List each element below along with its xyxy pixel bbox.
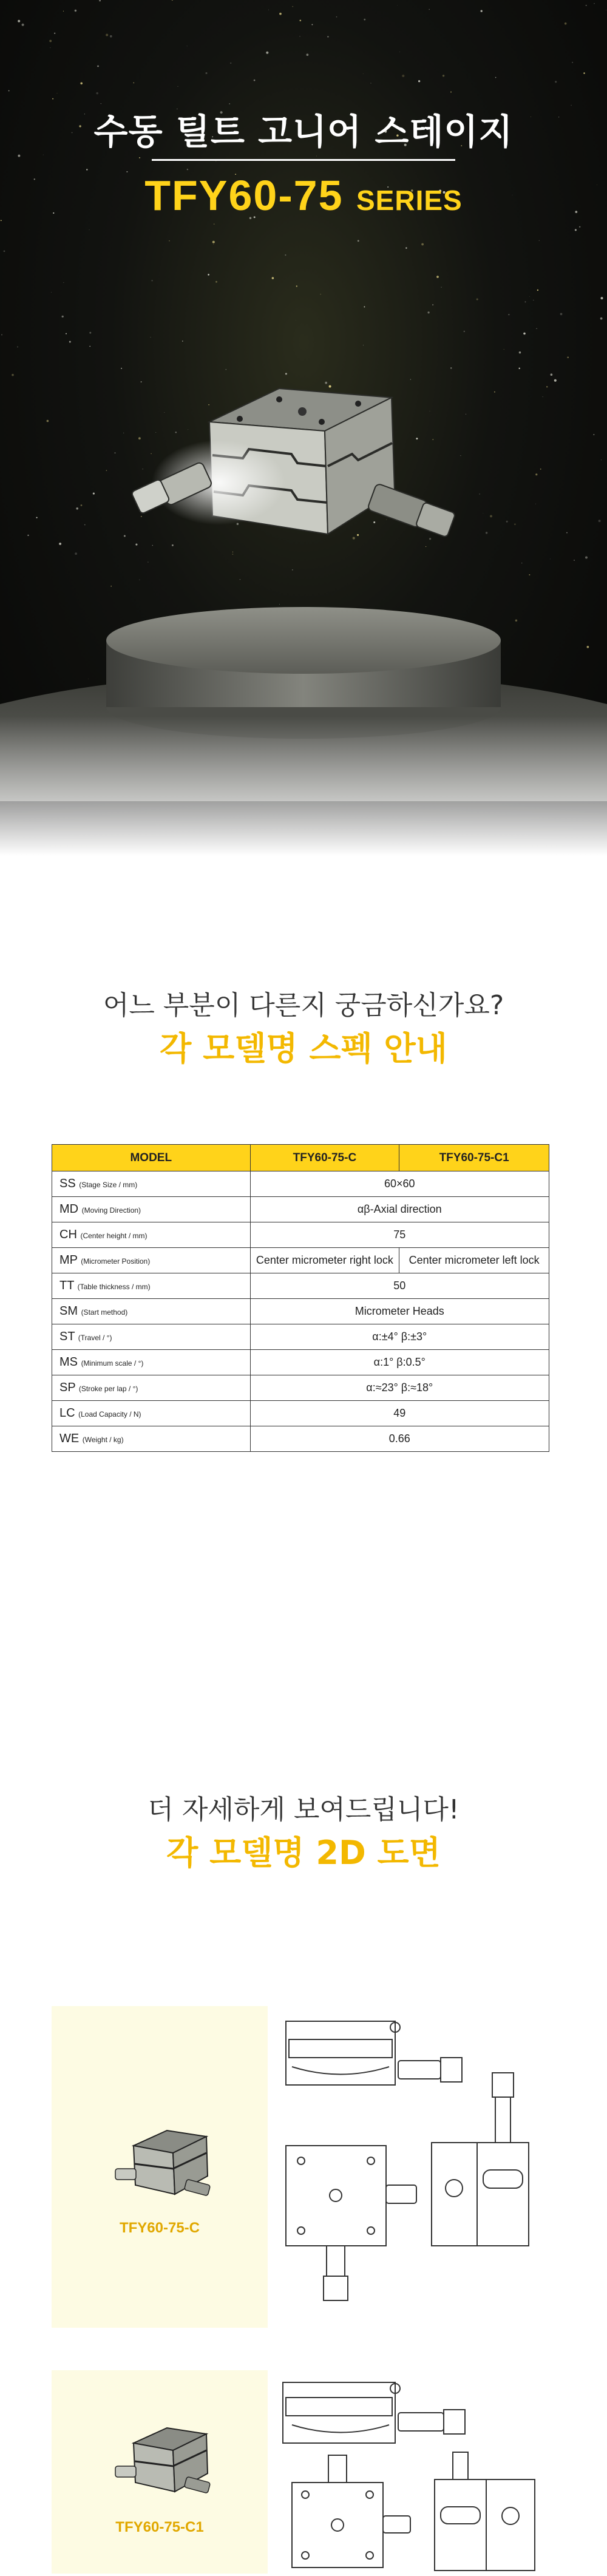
- spec-value: Center micrometer left lock: [399, 1248, 549, 1273]
- spec-value: 49: [250, 1401, 549, 1426]
- star: [187, 46, 188, 47]
- spec-description: (Moving Direction): [81, 1206, 141, 1215]
- spec-row-label: [52, 1222, 251, 1248]
- spec-row-sp: [52, 1375, 549, 1401]
- star: [539, 240, 540, 241]
- star: [266, 52, 268, 54]
- spec-header-c1: TFY60-75-C1: [399, 1145, 549, 1171]
- spec-row-ss: [52, 1171, 549, 1197]
- star: [151, 280, 152, 281]
- spec-code: WE: [59, 1432, 80, 1445]
- star: [364, 307, 365, 308]
- spec-heading: 각 모델명 스펙 안내: [160, 1029, 447, 1068]
- star: [208, 274, 209, 276]
- star: [66, 333, 67, 334]
- spec-code: ST: [59, 1330, 75, 1343]
- star: [177, 86, 178, 87]
- spec-description: (Minimum scale / °): [81, 1359, 144, 1368]
- star: [363, 73, 364, 74]
- star: [106, 34, 108, 36]
- star: [336, 16, 337, 18]
- star: [481, 10, 483, 12]
- star: [97, 66, 99, 67]
- technical-drawing-c-svg: [268, 2006, 549, 2328]
- spec-code: MP: [59, 1253, 78, 1267]
- spec-description: (Load Capacity / N): [78, 1410, 141, 1418]
- star: [397, 5, 398, 6]
- hero-banner: [0, 0, 607, 856]
- spec-row-label: [52, 1350, 251, 1375]
- star: [523, 333, 526, 335]
- spec-body: [52, 1171, 549, 1452]
- star: [427, 311, 429, 313]
- star: [8, 90, 10, 92]
- star: [212, 241, 215, 243]
- star: [89, 332, 91, 334]
- star: [450, 92, 452, 93]
- star: [89, 229, 90, 230]
- star: [63, 11, 64, 12]
- star: [99, 0, 101, 1]
- star: [327, 36, 328, 37]
- star: [110, 35, 112, 38]
- hero-divider: [152, 159, 455, 161]
- spec-code: SS: [59, 1177, 76, 1190]
- spec-row-label: [52, 1324, 251, 1350]
- technical-drawing-c1: [268, 2370, 549, 2574]
- star: [436, 276, 439, 278]
- star: [205, 72, 207, 74]
- star: [536, 328, 537, 329]
- spec-row-ch: [52, 1222, 549, 1248]
- star: [272, 277, 274, 279]
- technical-drawing-c: [268, 2006, 549, 2328]
- spec-code: CH: [59, 1228, 77, 1241]
- spec-row-label: [52, 1401, 251, 1426]
- spec-code: TT: [59, 1279, 75, 1292]
- star: [49, 40, 52, 42]
- spec-description: (Center height / mm): [80, 1232, 148, 1240]
- hero-fade: [0, 716, 607, 856]
- hero-title: 수동 틸트 고니어 스테이지: [93, 111, 514, 152]
- spec-description: (Table thickness / mm): [77, 1283, 151, 1291]
- spec-value: 50: [250, 1273, 549, 1299]
- star: [230, 63, 231, 64]
- star: [296, 285, 297, 286]
- spec-value: 60×60: [250, 1171, 549, 1197]
- star: [316, 156, 317, 157]
- spec-row-label: [52, 1171, 251, 1197]
- star: [54, 33, 55, 34]
- star: [537, 290, 538, 291]
- star: [572, 62, 573, 63]
- spec-value: Center micrometer right lock: [250, 1248, 399, 1273]
- spec-row-label: [52, 1299, 251, 1324]
- star: [63, 282, 64, 283]
- spec-value: Micrometer Heads: [250, 1299, 549, 1324]
- product-thumbnail-c1: [109, 2419, 219, 2510]
- spec-row-label: [52, 1426, 251, 1452]
- star: [358, 240, 359, 242]
- spec-code: SP: [59, 1381, 76, 1394]
- star: [476, 299, 478, 300]
- star: [80, 82, 83, 84]
- spec-description: (Stroke per lap / °): [78, 1385, 138, 1393]
- spec-header-model: MODEL: [52, 1145, 251, 1171]
- spec-code: LC: [59, 1406, 75, 1420]
- hero-model-name: [0, 171, 607, 220]
- spec-code: MD: [59, 1202, 79, 1216]
- star: [402, 75, 404, 77]
- spec-code: MS: [59, 1355, 78, 1369]
- star: [96, 92, 98, 95]
- star: [405, 247, 407, 248]
- star: [299, 19, 301, 21]
- product-thumbnail-c: [109, 2121, 219, 2212]
- star: [525, 301, 526, 302]
- star: [285, 254, 286, 256]
- spec-row-mp: [52, 1248, 549, 1273]
- spec-row-label: [52, 1197, 251, 1222]
- star: [86, 169, 87, 170]
- star: [18, 20, 20, 22]
- star: [1, 220, 2, 221]
- spec-row-sm: [52, 1299, 549, 1324]
- star: [307, 53, 309, 56]
- spec-description: (Stage Size / mm): [79, 1181, 138, 1189]
- star: [52, 98, 53, 100]
- spec-row-ms: [52, 1350, 549, 1375]
- spec-description: (Travel / °): [78, 1334, 112, 1342]
- star: [215, 281, 217, 283]
- star: [62, 316, 64, 317]
- spec-value: α:±4° β:±3°: [250, 1324, 549, 1350]
- spec-subtitle: 어느 부분이 다른지 궁금하신가요?: [103, 990, 504, 1021]
- star: [22, 24, 24, 26]
- spec-header-c: TFY60-75-C: [250, 1145, 399, 1171]
- spec-row-label: [52, 1273, 251, 1299]
- star: [600, 317, 603, 320]
- drawing-panel-c1: [52, 2370, 549, 2574]
- star: [529, 296, 530, 297]
- star: [299, 36, 300, 37]
- drawing-subtitle: 더 자세하게 보여드립니다!: [148, 1794, 459, 1825]
- spec-table: [52, 1144, 549, 1452]
- star: [418, 80, 420, 82]
- drawing-panel-c: [52, 2006, 549, 2328]
- drawing-heading: 각 모델명 2D 도면: [166, 1834, 441, 1872]
- star: [51, 292, 52, 293]
- star: [555, 81, 557, 83]
- spec-description: (Weight / kg): [82, 1435, 124, 1444]
- spec-value: αβ-Axial direction: [250, 1197, 549, 1222]
- star: [139, 157, 140, 158]
- star: [311, 24, 313, 25]
- star: [565, 22, 567, 25]
- star: [254, 80, 256, 81]
- star: [575, 229, 577, 231]
- star: [508, 314, 509, 315]
- star: [1, 334, 2, 336]
- star: [364, 19, 365, 21]
- spec-value: α:1° β:0.5°: [250, 1350, 549, 1375]
- spec-header-row: [52, 1145, 549, 1171]
- spec-row-md: [52, 1197, 549, 1222]
- star: [432, 304, 433, 305]
- spec-row-st: [52, 1324, 549, 1350]
- star: [187, 169, 188, 170]
- star: [583, 72, 585, 73]
- spec-value: 0.66: [250, 1426, 549, 1452]
- star: [370, 83, 371, 84]
- spec-value: 75: [250, 1222, 549, 1248]
- star: [4, 250, 5, 252]
- star: [18, 155, 20, 157]
- hero-series-label: SERIES: [356, 185, 463, 216]
- star: [443, 75, 444, 76]
- star: [172, 0, 173, 1]
- star: [600, 297, 603, 299]
- spec-value: α:≈23° β:≈18°: [250, 1375, 549, 1401]
- spec-description: (Micrometer Position): [81, 1257, 151, 1266]
- star: [579, 226, 580, 228]
- star: [495, 77, 497, 78]
- star: [594, 3, 595, 4]
- star: [134, 83, 135, 84]
- panel-model-label-c1: TFY60-75-C1: [115, 2519, 204, 2535]
- spec-row-tt: [52, 1273, 549, 1299]
- star: [421, 243, 424, 246]
- panel-model-label-c: TFY60-75-C: [119, 2220, 200, 2236]
- star: [464, 331, 465, 332]
- star: [213, 244, 214, 245]
- spec-code: SM: [59, 1304, 78, 1318]
- star: [279, 13, 282, 15]
- spec-row-lc: [52, 1401, 549, 1426]
- star: [75, 10, 76, 12]
- spec-row-we: [52, 1426, 549, 1452]
- spec-row-label: [52, 1375, 251, 1401]
- spec-row-label: [52, 1248, 251, 1273]
- star: [560, 313, 563, 316]
- technical-drawing-c1-svg: [268, 2370, 549, 2574]
- spec-description: (Start method): [81, 1308, 128, 1317]
- hero-model-code: TFY60-75: [144, 172, 344, 219]
- star: [586, 5, 587, 6]
